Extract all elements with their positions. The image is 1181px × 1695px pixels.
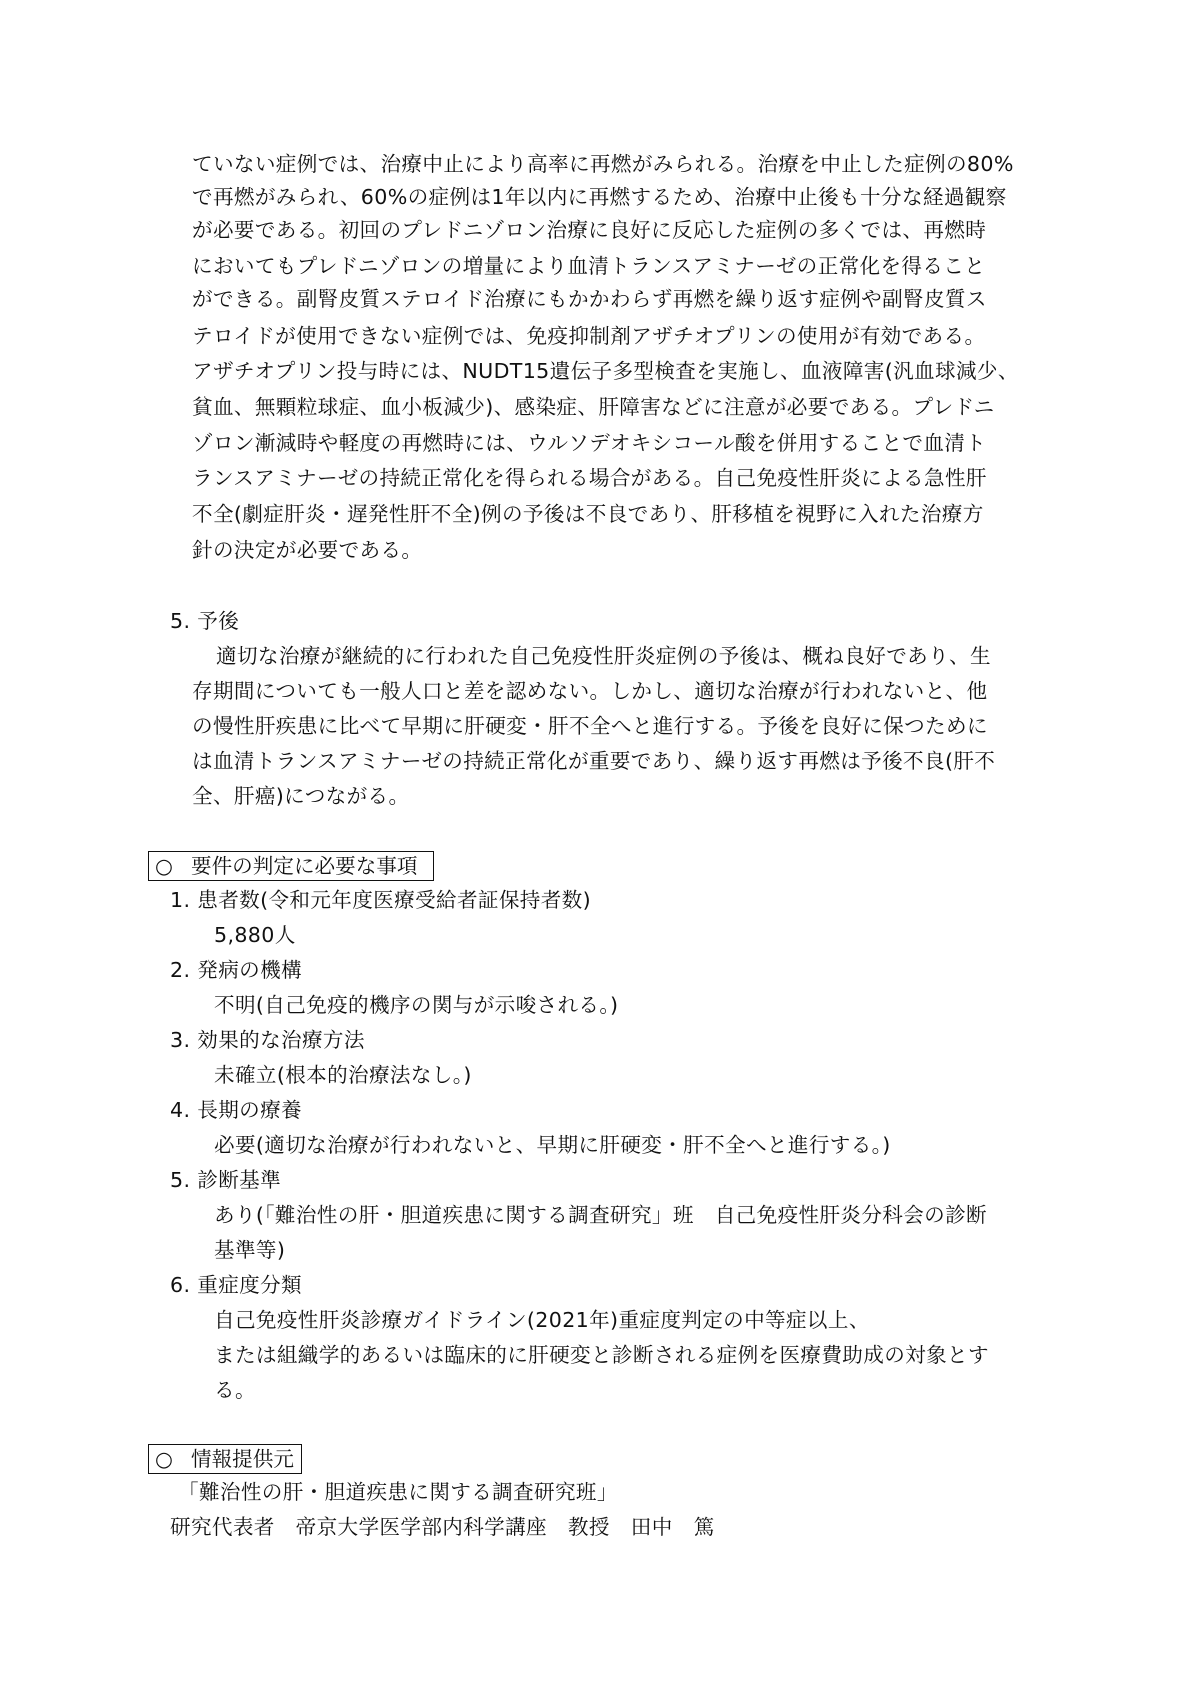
paragraph-line: アザチオプリン投与時には、NUDT15遺伝子多型検査を実施し、血液障害(汎血球減少、 — [192, 359, 1019, 383]
requirement-item-body: 未確立(根本的治療法なし。) — [214, 1063, 472, 1087]
paragraph-line: ができる。副腎皮質ステロイド治療にもかかわらず再燃を繰り返す症例や副腎皮質ス — [192, 287, 987, 311]
paragraph-line: 全、肝癌)につながる。 — [192, 784, 410, 808]
requirement-item-body: 基準等) — [214, 1238, 286, 1262]
requirements-heading — [148, 851, 434, 881]
paragraph-line: の慢性肝疾患に比べて早期に肝硬変・肝不全へと進行する。予後を良好に保つために — [192, 714, 988, 738]
paragraph-line: ゾロン漸減時や軽度の再燃時には、ウルソデオキシコール酸を併用することで血清ト — [192, 431, 987, 455]
requirement-item-label: 3. 効果的な治療方法 — [170, 1028, 365, 1052]
info-source-title: 情報提供元 — [191, 1447, 294, 1471]
paragraph-line: ていない症例では、治療中止により高率に再燃がみられる。治療を中止した症例の80% — [192, 152, 1014, 176]
paragraph-line: 適切な治療が継続的に行われた自己免疫性肝炎症例の予後は、概ね良好であり、生 — [216, 644, 991, 668]
requirement-item-label: 6. 重症度分類 — [170, 1273, 302, 1297]
paragraph-line: 存期間についても一般人口と差を認めない。しかし、適切な治療が行われないと、他 — [192, 679, 988, 703]
research-representative: 研究代表者 帝京大学医学部内科学講座 教授 田中 篤 — [170, 1515, 715, 1539]
requirement-item-body: る。 — [214, 1378, 256, 1402]
paragraph-line: は血清トランスアミナーゼの持続正常化が重要であり、繰り返す再燃は予後不良(肝不 — [192, 749, 996, 773]
requirement-item-body: 不明(自己免疫的機序の関与が示唆される。) — [214, 993, 619, 1017]
requirement-item-body: または組織学的あるいは臨床的に肝硬変と診断される症例を医療費助成の対象とす — [214, 1343, 989, 1367]
requirement-item-label: 1. 患者数(令和元年度医療受給者証保持者数) — [170, 888, 591, 912]
requirement-item-label: 2. 発病の機構 — [170, 958, 302, 982]
circle-mark: ○ — [155, 1447, 173, 1471]
info-source-heading — [148, 1444, 302, 1474]
prognosis-heading: 5. 予後 — [170, 609, 240, 633]
requirement-item-body: 必要(適切な治療が行われないと、早期に肝硬変・肝不全へと進行する。) — [214, 1133, 891, 1157]
requirement-item-body: 5,880人 — [214, 923, 296, 947]
paragraph-line: が必要である。初回のプレドニゾロン治療に良好に反応した症例の多くでは、再燃時 — [192, 218, 987, 242]
paragraph-line: 不全(劇症肝炎・遅発性肝不全)例の予後は不良であり、肝移植を視野に入れた治療方 — [192, 502, 984, 526]
requirement-item-label: 4. 長期の療養 — [170, 1098, 302, 1122]
paragraph-line: で再燃がみられ、60%の症例は1年以内に再燃するため、治療中止後も十分な経過観察 — [192, 185, 1007, 209]
paragraph-line: ランスアミナーゼの持続正常化を得られる場合がある。自己免疫性肝炎による急性肝 — [192, 466, 987, 490]
research-group: 「難治性の肝・胆道疾患に関する調査研究班」 — [178, 1480, 618, 1504]
paragraph-line: 貧血、無顆粒球症、血小板減少)、感染症、肝障害などに注意が必要である。プレドニ — [192, 395, 995, 419]
requirement-item-body: あり(「難治性の肝・胆道疾患に関する調査研究」班 自己免疫性肝炎分科会の診断 — [214, 1203, 987, 1227]
requirements-title: 要件の判定に必要な事項 — [191, 854, 418, 878]
requirement-item-label: 5. 診断基準 — [170, 1168, 282, 1192]
requirement-item-body: 自己免疫性肝炎診療ガイドライン(2021年)重症度判定の中等症以上、 — [214, 1308, 870, 1332]
paragraph-line: テロイドが使用できない症例では、免疫抑制剤アザチオプリンの使用が有効である。 — [192, 324, 986, 348]
paragraph-line: においてもプレドニゾロンの増量により血清トランスアミナーゼの正常化を得ること — [192, 254, 986, 278]
paragraph-line: 針の決定が必要である。 — [192, 538, 423, 562]
circle-mark: ○ — [155, 854, 173, 878]
